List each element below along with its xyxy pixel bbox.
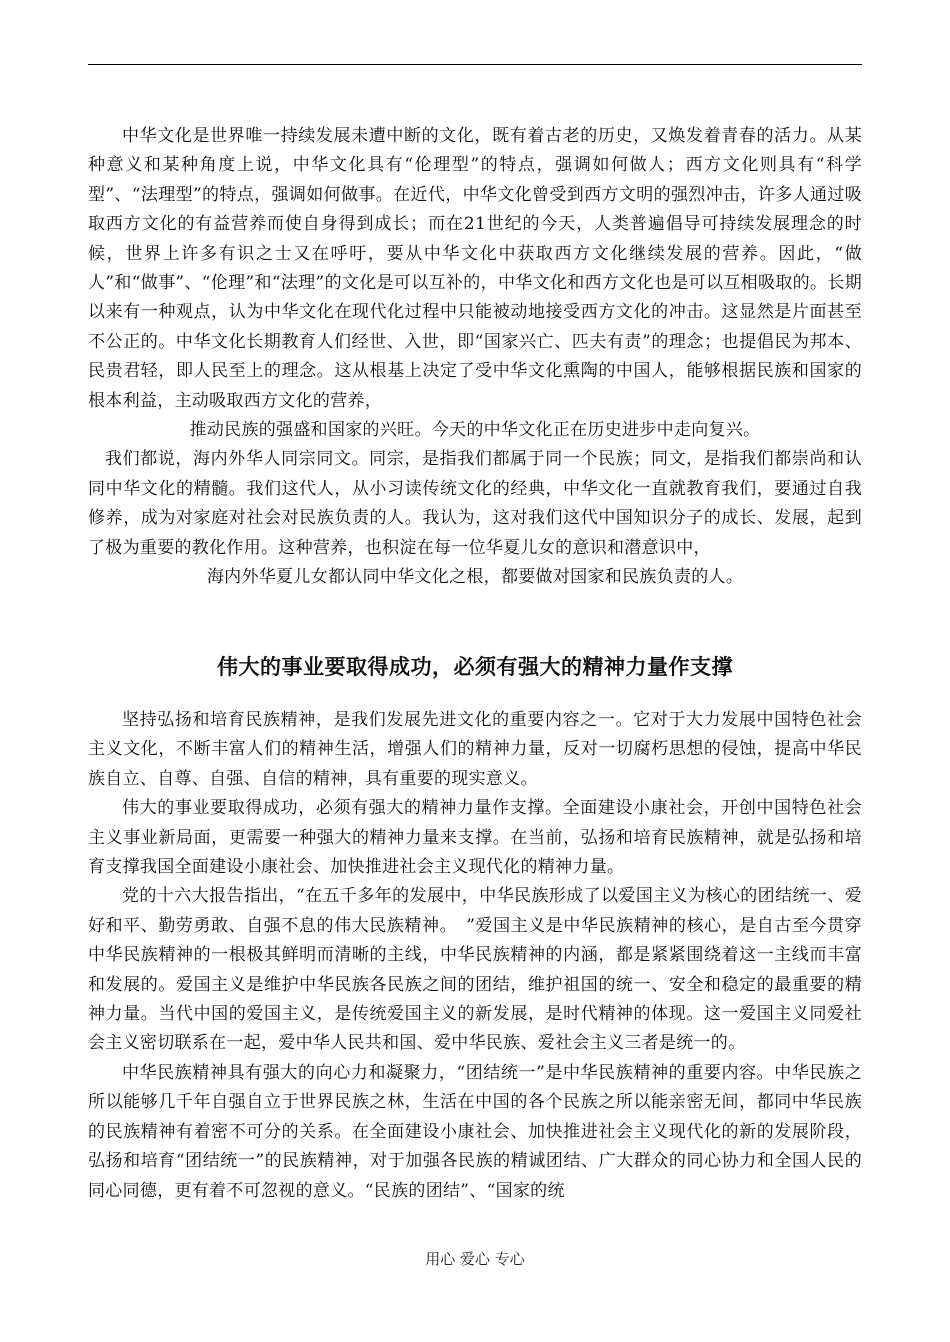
paragraph: 中华民族精神具有强大的向心力和凝聚力，“团结统一”是中华民族精神的重要内容。中华民族之所以能够几千年自强自立于世界民族之林，生活在中国的各个民族之所以能亲密无间，都同中华民族的民族精神有着密不可分的关系。在全面建设小康社会、加快推进社会主义现代化的新的发展阶段，弘扬和培育“团结统一”的民族精神，对于加强各民族的精诚团结、广大群众的同心协力和全国人民的同心同德，更有着不可忽视的意义。“民族的团结”、“国家的统 <box>88 1062 862 1201</box>
section-1-body <box>88 122 862 593</box>
paragraph: 坚持弘扬和培育民族精神，是我们发展先进文化的重要内容之一。它对于大力发展中国特色社会主义文化，不断丰富人们的精神生活，增强人们的精神力量，反对一切腐朽思想的侵蚀，提高中华民族自立、自尊、自强、自信的精神，具有重要的现实意义。 <box>88 710 862 789</box>
paragraph: 伟大的事业要取得成功，必须有强大的精神力量作支撑。全面建设小康社会，开创中国特色社会主义事业新局面，更需要一种强大的精神力量来支撑。在当前，弘扬和培育民族精神，就是弘扬和培育支撑我国全面建设小康社会、加快推进社会主义现代化的精神力量。 <box>88 798 862 878</box>
paragraph: 我们都说，海内外华人同宗同文。同宗，是指我们都属于同一个民族；同文，是指我们都崇尚和认同中华文化的精髓。我们这代人，从小习读传统文化的经典，中华文化一直就教育我们，要通过自我修养，成为对家庭对社会对民族负责的人。我认为，这对我们这代中国知识分子的成长、发展，起到了极为重要的教化作用。这种营养，也积淀在每一位华夏儿女的意识和潜意识中， <box>88 449 862 558</box>
header-rule <box>88 64 862 65</box>
section-2-body <box>88 706 862 1206</box>
paragraph: 海内外华夏儿女都认同中华文化之根，都要做对国家和民族负责的人。 <box>206 567 744 588</box>
paragraph: 党的十六大报告指出，“在五千多年的发展中，中华民族形成了以爱国主义为核心的团结统一、爱好和平、勤劳勇敢、自强不息的伟大民族精神。 ”爱国主义是中华民族精神的核心，是自古至今贯穿中华民族精神的一根极其鲜明而清晰的主线，中华民族精神的内涵，都是紧紧围绕着这一主线而丰富和发展的。爱国主义是维护中华民族各民族之间的团结，维护祖国的统一、安全和稳定的最重要的精神力量。当代中国的爱国主义，是传统爱国主义的新发展，是时代精神的体现。这一爱国主义同爱社会主义密切联系在一起，爱中华人民共和国、爱中华民族、爱社会主义三者是统一的。 <box>88 886 862 1054</box>
page-footer: 用心 爱心 专心 <box>425 1250 525 1268</box>
section-heading: 伟大的事业要取得成功，必须有强大的精神力量作支撑 <box>217 655 733 679</box>
paragraph: 中华文化是世界唯一持续发展未遭中断的文化，既有着古老的历史，又焕发着青春的活力。从某种意义和某种角度上说，中华文化具有“伦理型”的特点，强调如何做人；西方文化则具有“科学型”、“法理型”的特点，强调如何做事。在近代，中华文化曾受到西方文明的强烈冲击，许多人通过吸取西方文化的有益营养而使自身得到成长；而在21世纪的今天，人类普遍倡导可持续发展理念的时候，世界上许多有识之士又在呼吁，要从中华文化中获取西方文化继续发展的营养。因此，“做人”和“做事”、“伦理”和“法理”的文化是可以互补的，中华文化和西方文化也是可以互相吸取的。长期以来有一种观点，认为中华文化在现代化过程中只能被动地接受西方文化的冲击。这显然是片面甚至不公正的。中华文化长期教育人们经世、入世，即“国家兴亡、匹夫有责”的理念；也提倡民为邦本、民贵君轻，即人民至上的理念。这从根基上决定了受中华文化熏陶的中国人，能够根据民族和国家的根本利益，主动吸取西方文化的营养， <box>88 126 862 411</box>
paragraph: 推动民族的强盛和国家的兴旺。今天的中华文化正在历史进步中走向复兴。 <box>189 420 761 441</box>
